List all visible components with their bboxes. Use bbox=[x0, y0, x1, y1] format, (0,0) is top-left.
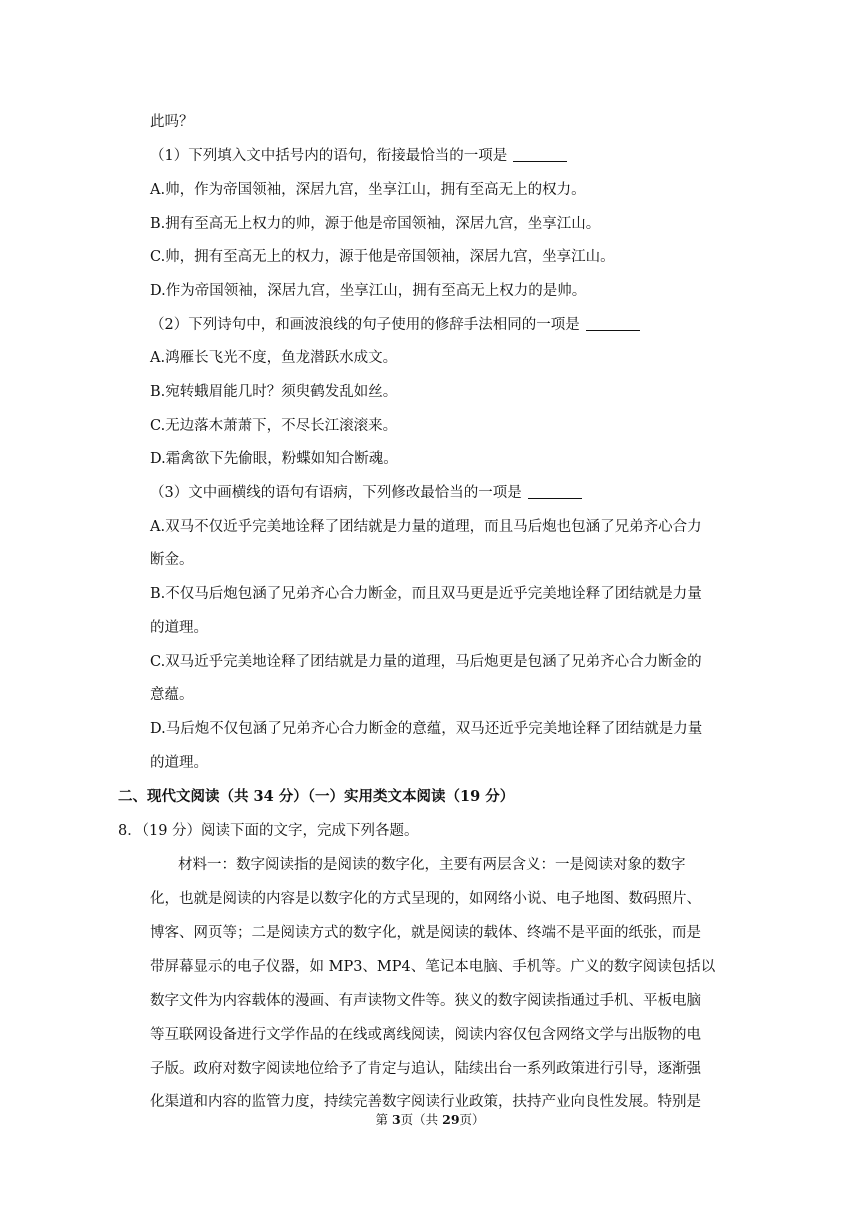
answer-blank bbox=[513, 147, 567, 162]
footer-middle: 页（共 bbox=[400, 1112, 443, 1127]
footer-prefix: 第 bbox=[375, 1112, 392, 1127]
q3-option-b-line1: B.不仅马后炮包涵了兄弟齐心合力断金，而且双马更是近乎完美地诠释了团结就是力量 bbox=[150, 586, 702, 602]
material-line-1: 材料一：数字阅读指的是阅读的数字化，主要有两层含义：一是阅读对象的数字 bbox=[178, 857, 686, 873]
material-line-7: 子版。政府对数字阅读地位给予了肯定与追认，陆续出台一系列政策进行引导，逐渐强 bbox=[150, 1061, 701, 1077]
material-line-3: 博客、网页等；二是阅读方式的数字化，就是阅读的载体、终端不是平面的纸张，而是 bbox=[150, 925, 701, 941]
continuation-text: 此吗？ bbox=[150, 114, 194, 130]
q3-option-d-line1: D.马后炮不仅包涵了兄弟齐心合力断金的意蕴，双马还近乎完美地诠释了团结就是力量 bbox=[150, 721, 703, 737]
q1-stem bbox=[150, 146, 567, 166]
material-line-8: 化渠道和内容的监管力度，持续完善数字阅读行业政策，扶持产业向良性发展。特别是 bbox=[150, 1094, 701, 1110]
q1-stem-text: （1）下列填入文中括号内的语句，衔接最恰当的一项是 bbox=[150, 148, 508, 164]
page-footer bbox=[0, 1112, 860, 1128]
q3-option-d-line2: 的道理。 bbox=[150, 755, 208, 771]
q2-option-b: B.宛转蛾眉能几时？须臾鹤发乱如丝。 bbox=[150, 384, 398, 400]
q2-option-c: C.无边落木萧萧下，不尽长江滚滚来。 bbox=[150, 418, 398, 434]
q1-option-b: B.拥有至高无上权力的帅，源于他是帝国领袖，深居九宫，坐享江山。 bbox=[150, 216, 601, 232]
q3-option-a-line2: 断金。 bbox=[150, 552, 194, 568]
q2-option-d: D.霜禽欲下先偷眼，粉蝶如知合断魂。 bbox=[150, 451, 398, 467]
q8-heading: 8．（19 分）阅读下面的文字，完成下列各题。 bbox=[118, 823, 419, 839]
q1-option-a: A.帅，作为帝国领袖，深居九宫，坐享江山，拥有至高无上的权力。 bbox=[150, 182, 586, 198]
q2-stem bbox=[150, 315, 640, 335]
material-line-6: 等互联网设备进行文学作品的在线或离线阅读，阅读内容仅包含网络文学与出版物的电 bbox=[150, 1027, 701, 1043]
material-line-5: 数字文件为内容载体的漫画、有声读物文件等。狭义的数字阅读指通过手机、平板电脑 bbox=[150, 993, 701, 1009]
material-line-2: 化，也就是阅读的内容是以数字化的方式呈现的，如网络小说、电子地图、数码照片、 bbox=[150, 891, 701, 907]
q1-option-c: C.帅，拥有至高无上的权力，源于他是帝国领袖，深居九宫，坐享江山。 bbox=[150, 249, 615, 265]
q3-option-c-line2: 意蕴。 bbox=[150, 687, 194, 703]
footer-page-number: 3 bbox=[391, 1112, 401, 1127]
section-title: 二、现代文阅读（共 34 分）（一）实用类文本阅读（19 分） bbox=[118, 788, 515, 805]
q3-option-c-line1: C.双马近乎完美地诠释了团结就是力量的道理，马后炮更是包涵了兄弟齐心合力断金的 bbox=[150, 654, 702, 670]
material-line-4: 带屏幕显示的电子仪器，如 MP3、MP4、笔记本电脑、手机等。广义的数字阅读包括以 bbox=[150, 959, 716, 975]
q1-option-d: D.作为帝国领袖，深居九宫，坐享江山，拥有至高无上权力的是帅。 bbox=[150, 283, 587, 299]
q3-stem bbox=[150, 483, 582, 503]
footer-total-pages: 29 bbox=[442, 1112, 460, 1127]
q3-option-b-line2: 的道理。 bbox=[150, 620, 208, 636]
q2-stem-text: （2）下列诗句中，和画波浪线的句子使用的修辞手法相同的一项是 bbox=[150, 317, 580, 333]
q2-option-a: A.鸿雁长飞光不度，鱼龙潜跃水成文。 bbox=[150, 350, 398, 366]
q3-option-a-line1: A.双马不仅近乎完美地诠释了团结就是力量的道理，而且马后炮也包涵了兄弟齐心合力 bbox=[150, 519, 702, 535]
answer-blank bbox=[586, 316, 640, 331]
answer-blank bbox=[528, 484, 582, 499]
q3-stem-text: （3）文中画横线的语句有语病，下列修改最恰当的一项是 bbox=[150, 485, 522, 501]
footer-suffix: 页） bbox=[459, 1112, 485, 1127]
